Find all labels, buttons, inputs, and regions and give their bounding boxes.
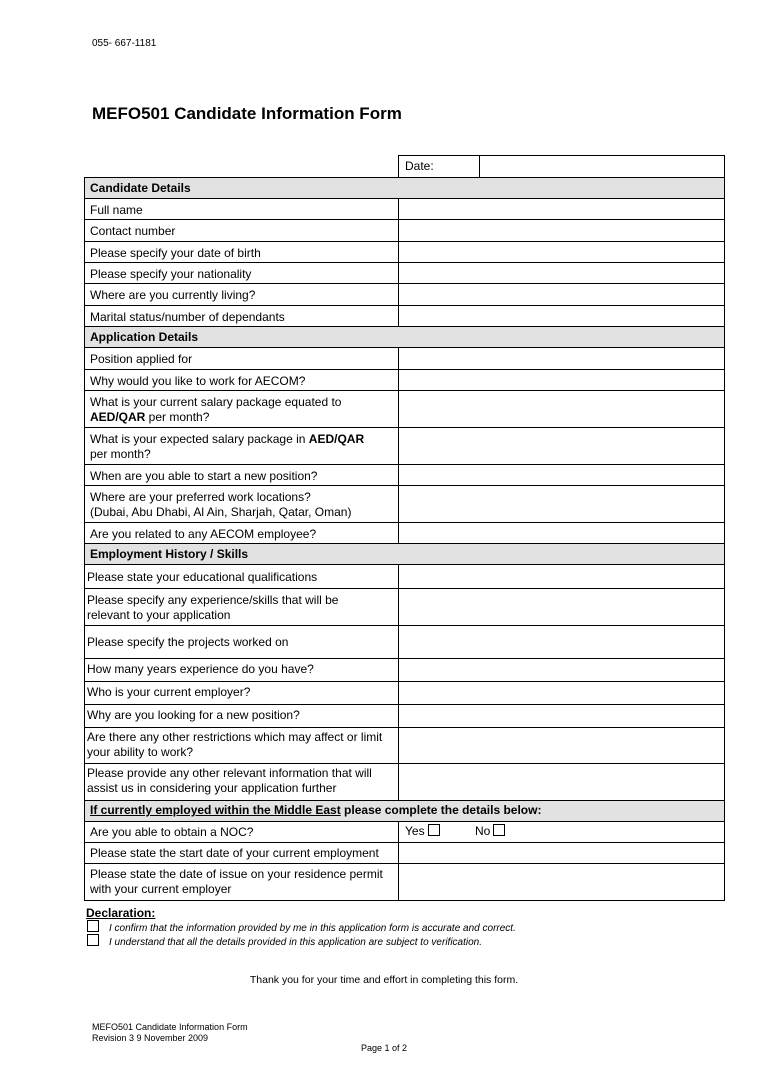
current-employer-field[interactable] <box>398 682 725 704</box>
education-field[interactable] <box>398 565 725 588</box>
section-application-details: Application Details <box>84 326 725 347</box>
related-employee-field[interactable] <box>398 523 725 543</box>
why-new-position-field[interactable] <box>398 705 725 727</box>
projects-field[interactable] <box>398 626 725 658</box>
label-why-new-position: Why are you looking for a new position? <box>87 708 300 722</box>
label-nationality: Please specify your nationality <box>90 267 252 281</box>
label-full-name: Full name <box>90 203 143 217</box>
label-expected-salary: What is your expected salary package in AED/QAR per month? <box>90 432 365 461</box>
label-restrictions: Are there any other restrictions which may affect or limit your ability to work? <box>87 730 383 759</box>
nationality-field[interactable] <box>398 263 725 283</box>
noc-no-option[interactable]: No <box>475 824 505 839</box>
phone-number: 055- 667-1181 <box>92 38 157 49</box>
label-employment-start-date: Please state the start date of your current employment <box>90 846 379 860</box>
section-employment-history: Employment History / Skills <box>84 543 725 564</box>
label-education: Please state your educational qualifications <box>87 570 318 584</box>
date-label: Date: <box>405 159 434 173</box>
label-contact-number: Contact number <box>90 224 176 238</box>
section-candidate-details: Candidate Details <box>84 177 725 198</box>
employment-start-date-field[interactable] <box>398 843 725 863</box>
label-noc: Are you able to obtain a NOC? <box>90 825 254 839</box>
noc-yes-checkbox[interactable] <box>428 824 440 836</box>
date-field[interactable] <box>480 156 724 177</box>
label-preferred-locations: Where are your preferred work locations? (Dubai, Abu Dhabi, Al Ain, Sharjah, Qatar, Oman) <box>90 490 352 519</box>
position-applied-field[interactable] <box>398 348 725 369</box>
label-date-of-birth: Please specify your date of birth <box>90 246 261 260</box>
noc-yes-option[interactable]: Yes <box>405 824 440 839</box>
restrictions-field[interactable] <box>398 728 725 763</box>
why-aecom-field[interactable] <box>398 370 725 390</box>
label-residence-permit: Please state the date of issue on your residence permit with your current employer <box>90 867 383 896</box>
label-experience: Please specify any experience/skills that will be relevant to your application <box>87 593 339 622</box>
label-other-information: Please provide any other relevant information that will assist us in considering your application further <box>87 766 372 795</box>
full-name-field[interactable] <box>398 199 725 219</box>
label-current-employer: Who is your current employer? <box>87 685 251 699</box>
other-information-field[interactable] <box>398 764 725 800</box>
current-salary-field[interactable] <box>398 391 725 427</box>
label-projects: Please specify the projects worked on <box>87 635 289 649</box>
footer-form-name: MEFO501 Candidate Information Form <box>92 1022 248 1032</box>
footer-revision: Revision 3 9 November 2009 <box>92 1033 209 1043</box>
label-start-availability: When are you able to start a new position? <box>90 469 318 483</box>
label-marital-status: Marital status/number of dependants <box>90 310 285 324</box>
marital-status-field[interactable] <box>398 306 725 326</box>
declaration-item-2[interactable]: I understand that all the details provided in this application are subject to verification. <box>87 934 482 948</box>
label-why-aecom: Why would you like to work for AECOM? <box>90 374 306 388</box>
expected-salary-field[interactable] <box>398 428 725 464</box>
start-availability-field[interactable] <box>398 465 725 485</box>
years-experience-field[interactable] <box>398 659 725 681</box>
residence-permit-field[interactable] <box>398 864 725 900</box>
page-number: Page 1 of 2 <box>360 1043 408 1053</box>
declaration-item-1[interactable]: I confirm that the information provided by me in this application form is accurate and correct. <box>87 920 516 934</box>
declaration-checkbox-2[interactable] <box>87 934 99 946</box>
label-current-location: Where are you currently living? <box>90 288 256 302</box>
declaration-title: Declaration: <box>86 906 156 920</box>
current-location-field[interactable] <box>398 284 725 305</box>
candidate-form-table <box>84 155 725 901</box>
declaration-checkbox-1[interactable] <box>87 920 99 932</box>
noc-no-checkbox[interactable] <box>493 824 505 836</box>
label-related-employee: Are you related to any AECOM employee? <box>90 527 317 541</box>
date-of-birth-field[interactable] <box>398 242 725 262</box>
thank-you-note: Thank you for your time and effort in completing this form. <box>249 974 519 986</box>
label-years-experience: How many years experience do you have? <box>87 662 314 676</box>
experience-field[interactable] <box>398 589 725 625</box>
label-current-salary: What is your current salary package equated to AED/QAR per month? <box>90 395 342 424</box>
preferred-locations-field[interactable] <box>398 486 725 522</box>
form-title: MEFO501 Candidate Information Form <box>92 104 402 123</box>
section-middle-east: If currently employed within the Middle East please complete the details below: <box>84 800 725 821</box>
label-position-applied: Position applied for <box>90 352 193 366</box>
contact-number-field[interactable] <box>398 220 725 241</box>
